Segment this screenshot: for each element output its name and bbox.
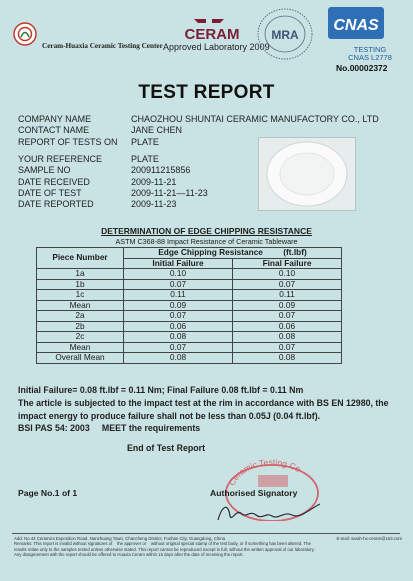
signature-icon <box>212 498 332 526</box>
value-your-reference: PLATE <box>131 154 159 164</box>
label-sample-no: SAMPLE NO <box>18 165 71 176</box>
table-row <box>37 269 342 280</box>
ceram-huaxia-logo-icon <box>13 22 37 46</box>
cell-piece: 2c <box>37 332 124 343</box>
cell-piece: 2a <box>37 311 124 322</box>
page-number: Page No.1 of 1 <box>18 488 78 498</box>
cell-initial: 0.07 <box>124 279 233 290</box>
summary-line-3: impact energy to produce failure shall not be less than 0.05J (0.04 ft.lbf). <box>18 410 321 421</box>
value-company-name: CHAOZHOU SHUNTAI CERAMIC MANUFACTORY CO., LTD <box>131 114 379 124</box>
value-date-reported: 2009-11-23 <box>131 199 177 210</box>
cell-final: 0.11 <box>233 290 342 301</box>
approved-laboratory-label: Approved Laboratory 2009 <box>163 42 270 52</box>
footer-remark-2: results relate only to the samples tested unless otherwise stated. This report cannot be reproduced except in full, without the written approval of our laboratory. <box>14 546 315 552</box>
cell-initial: 0.11 <box>124 290 233 301</box>
page-title: TEST REPORT <box>138 82 275 103</box>
footer-email: E-mail: sarah-hx-ceram@163.com <box>336 536 402 541</box>
cell-final: 0.07 <box>233 342 342 353</box>
cell-piece: Overall Mean <box>37 353 124 364</box>
header-edge-chipping <box>124 248 342 259</box>
cell-initial: 0.10 <box>124 269 233 280</box>
stamp-text: Ceramic Testing Ce <box>226 456 303 488</box>
value-report-of-tests-on: PLATE <box>131 136 159 147</box>
cell-final: 0.08 <box>233 332 342 343</box>
plate-photo <box>258 137 356 211</box>
label-contact-name: CONTACT NAME <box>18 125 90 136</box>
footer-address: Add: No.42 Ceramics Exposition Road, Nanzhuang Town, Chancheng District, Foshan City, Guangdong, China <box>14 536 225 541</box>
cell-initial: 0.07 <box>124 342 233 353</box>
cell-final: 0.07 <box>233 279 342 290</box>
ceram-logo-text: CERAM <box>184 26 240 43</box>
label-report-of-tests-on: REPORT OF TESTS ON <box>18 136 118 147</box>
cell-piece: 1c <box>37 290 124 301</box>
mra-text: MRA <box>271 28 299 42</box>
sample-values <box>131 154 208 210</box>
table-row <box>37 300 342 311</box>
value-date-of-test: 2009-11-21—11-23 <box>131 187 208 198</box>
label-date-of-test: DATE OF TEST <box>18 187 82 198</box>
header-final-failure: Final Failure <box>233 258 342 269</box>
cell-final: 0.10 <box>233 269 342 280</box>
label-date-received: DATE RECEIVED <box>18 176 90 187</box>
cell-final: 0.07 <box>233 311 342 322</box>
value-contact-name: JANE CHEN <box>131 125 183 136</box>
value-date-received: 2009-11-21 <box>131 176 177 187</box>
summary-line-4: BSI PAS 54: 2003 MEET the requirements <box>18 423 201 434</box>
cnas-testing-label <box>340 46 400 62</box>
table-row <box>37 290 342 301</box>
ceram-logo <box>182 17 242 45</box>
cell-initial: 0.06 <box>124 321 233 332</box>
determination-title: DETERMINATION OF EDGE CHIPPING RESISTANCE <box>101 226 312 236</box>
table-row <box>37 321 342 332</box>
cell-piece: 1a <box>37 269 124 280</box>
header-piece-number: Piece Number <box>37 248 124 269</box>
label-company-name: COMPANY NAME <box>18 114 92 124</box>
report-number: No.00002372 <box>336 63 388 73</box>
header-initial-failure: Initial Failure <box>124 258 233 269</box>
sample-labels <box>18 154 102 210</box>
cell-final: 0.08 <box>233 353 342 364</box>
cell-final: 0.06 <box>233 321 342 332</box>
cell-piece: Mean <box>37 300 124 311</box>
footer-remark-1: Remarks: This report is invalid without signatures of the approver or without original special stamp of the test body, or if something has been altered. The <box>14 541 311 547</box>
footer-divider <box>12 533 400 534</box>
label-date-reported: DATE REPORTED <box>18 199 94 210</box>
cnas-logo-icon <box>327 6 385 42</box>
summary-line-1: Initial Failure= 0.08 ft.lbf = 0.11 Nm; Final Failure 0.08 ft.lbf = 0.11 Nm <box>18 385 304 395</box>
cell-initial: 0.08 <box>124 332 233 343</box>
cell-piece: 1b <box>37 279 124 290</box>
label-your-reference: YOUR REFERENCE <box>18 154 103 164</box>
testing-center-name: Ceram-Huaxia Ceramic Testing Center <box>42 42 163 50</box>
cell-piece: Mean <box>37 342 124 353</box>
table-row <box>37 311 342 322</box>
results-table <box>36 247 342 364</box>
table-row <box>37 342 342 353</box>
summary-block <box>18 384 398 435</box>
footer-remark-3: Any disagreement with the report should be offered to Huaxia Ceram within 15 days after the date of receiving the report. <box>14 551 244 557</box>
summary-line-2: The article is subjected to the impact test at the rim in accordance with BS EN 12980, the <box>18 397 389 408</box>
table-row <box>37 353 342 364</box>
end-of-report: End of Test Report <box>127 443 206 453</box>
cell-initial: 0.08 <box>124 353 233 364</box>
cell-initial: 0.09 <box>124 300 233 311</box>
cell-initial: 0.07 <box>124 311 233 322</box>
table-row <box>37 332 342 343</box>
authorised-signatory: Authorised Signatory <box>210 488 298 498</box>
table-row <box>37 279 342 290</box>
determination-subtitle: ASTM C368-88 Impact Resistance of Ceramic Tableware <box>115 237 298 246</box>
company-labels <box>18 114 118 148</box>
header-unit: (ft.lbf) <box>283 247 307 257</box>
cell-piece: 2b <box>37 321 124 332</box>
mra-seal-icon <box>254 6 316 62</box>
table-header-row <box>37 248 342 259</box>
value-sample-no: 200911215856 <box>131 165 191 176</box>
testing-text: TESTING <box>353 45 387 54</box>
footer <box>14 536 402 557</box>
cell-final: 0.09 <box>233 300 342 311</box>
cnas-code: CNAS L2778 <box>348 53 392 62</box>
cnas-text: CNAS <box>333 17 379 34</box>
header-edge-chipping-label: Edge Chipping Resistance <box>158 247 263 257</box>
